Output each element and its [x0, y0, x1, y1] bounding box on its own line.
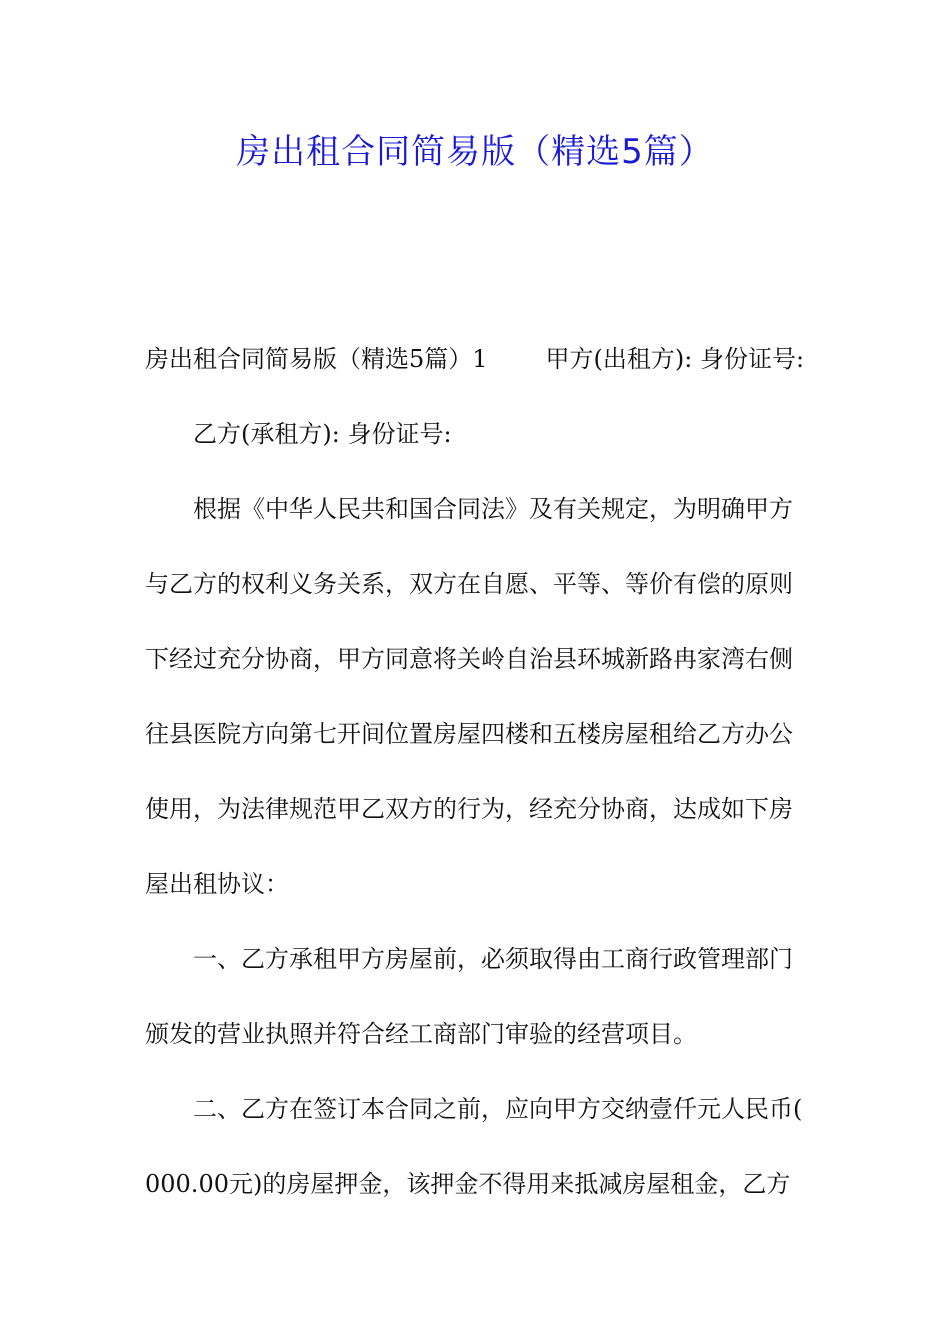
paragraph-line: 下经过充分协商，甲方同意将关岭自治县环城新路冉家湾右侧	[145, 645, 793, 673]
paragraph-line: 与乙方的权利义务关系，双方在自愿、平等、等价有偿的原则	[145, 570, 793, 598]
section-heading: 房出租合同简易版（精选5篇）1	[145, 345, 488, 373]
paragraph-line: 使用，为法律规范甲乙双方的行为，经充分协商，达成如下房	[145, 795, 793, 823]
party-b-line: 乙方(承租方): 身份证号:	[193, 420, 452, 448]
clause-two-line: 000.00元)的房屋押金，该押金不得用来抵减房屋租金，乙方	[145, 1170, 791, 1198]
clause-one-line: 颁发的营业执照并符合经工商部门审验的经营项目。	[145, 1020, 697, 1048]
clause-two-line: 二、乙方在签订本合同之前，应向甲方交纳壹仟元人民币(	[193, 1095, 803, 1123]
heading-line	[145, 341, 815, 377]
document-title: 房出租合同简易版（精选5篇）	[236, 132, 714, 172]
paragraph-line: 根据《中华人民共和国合同法》及有关规定，为明确甲方	[193, 495, 793, 523]
party-a-line: 甲方(出租方): 身份证号:	[545, 345, 805, 373]
clause-one-line: 一、乙方承租甲方房屋前，必须取得由工商行政管理部门	[193, 945, 793, 973]
paragraph-line: 往县医院方向第七开间位置房屋四楼和五楼房屋租给乙方办公	[145, 720, 793, 748]
paragraph-line: 屋出租协议：	[145, 870, 289, 898]
